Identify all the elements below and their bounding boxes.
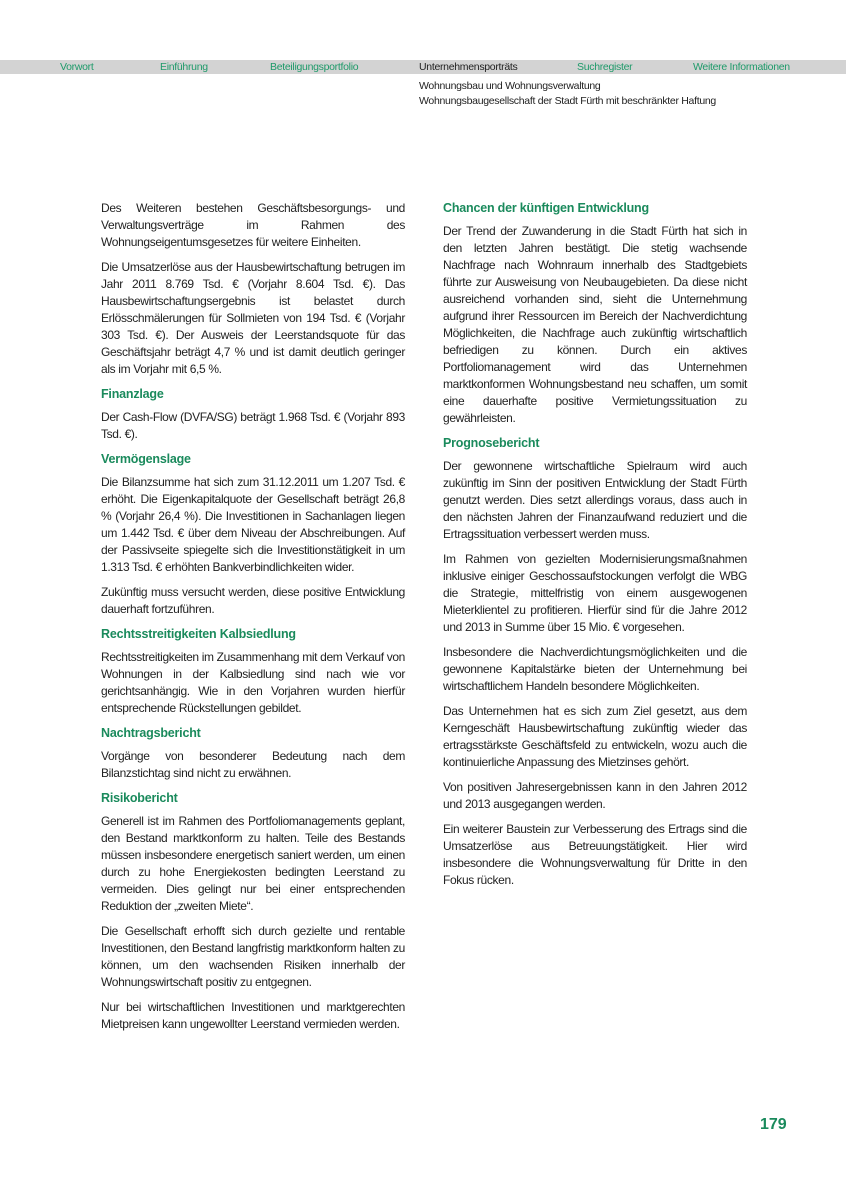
paragraph: Von positiven Jahresergebnissen kann in den Jahren 2012 und 2013 ausgegangen werden.	[443, 780, 747, 811]
nav-einfuehrung[interactable]: Einführung	[160, 61, 208, 73]
left-column	[101, 200, 405, 1041]
paragraph: Im Rahmen von gezielten Modernisierungsmaßnahmen inklusive einiger Geschossaufstockungen verfolgt die WBG die Strategie, mittelfristig von einem ausgewogenen Mieterklientel zu profitieren. Hierfür sind für die Jahre 2012 und 2013 in Summe über 15 Mio. € vorgesehen.	[443, 552, 747, 634]
page-number: 179	[760, 1116, 787, 1133]
heading-vermoegenslage: Vermögenslage	[101, 452, 191, 466]
paragraph: Die Umsatzerlöse aus der Hausbewirtschaftung betrugen im Jahr 2011 8.769 Tsd. € (Vorjahr 8.604 Tsd. €). Das Hausbewirtschaftungsergebnis ist belastet durch Erlösschmälerungen für Sollmieten von 194 Tsd. € (Vorjahr 303 Tsd. €). Der Ausweis der Leerstandsquote für das Geschäftsjahr beträgt 4,7 % und ist damit deutlich geringer als im Vorjahr mit 6,5 %.	[101, 260, 405, 376]
heading-chancen: Chancen der künftigen Entwicklung	[443, 201, 649, 215]
paragraph: Der Cash-Flow (DVFA/SG) beträgt 1.968 Tsd. € (Vorjahr 893 Tsd. €).	[101, 410, 405, 441]
nav-vorwort[interactable]: Vorwort	[60, 61, 94, 73]
heading-rechtsstreitigkeiten: Rechtsstreitigkeiten Kalbsiedlung	[101, 627, 296, 641]
category-label: Wohnungsbau und Wohnungsverwaltung	[419, 80, 601, 92]
paragraph: Zukünftig muss versucht werden, diese positive Entwicklung dauerhaft fortzuführen.	[101, 585, 405, 616]
nav-unternehmensportraets[interactable]: Unternehmensporträts	[419, 61, 518, 73]
heading-risikobericht: Risikobericht	[101, 791, 178, 805]
paragraph: Das Unternehmen hat es sich zum Ziel gesetzt, aus dem Kerngeschäft Hausbewirtschaftung zukünftig wieder das ertragsstärkste Geschäftsfeld zu entwickeln, wozu auch die kontinuierliche Anpassung des Mietzinses gehört.	[443, 704, 747, 769]
paragraph: Generell ist im Rahmen des Portfoliomanagements geplant, den Bestand marktkonform zu halten. Teile des Bestands müssen insbesondere energetisch saniert werden, um einen durch zu hohe Energiekosten bedingten Leerstand zu vermeiden. Dies gelingt nur bei einer entsprechenden Reduktion der „zweiten Miete“.	[101, 814, 405, 913]
paragraph: Der gewonnene wirtschaftliche Spielraum wird auch zukünftig im Sinn der positiven Entwicklung der Stadt Fürth genutzt werden. Dies setzt allerdings voraus, dass auch in den nächsten Jahren der Finanzaufwand reduziert und die Ertragssituation verbessert werden muss.	[443, 459, 747, 541]
paragraph: Die Gesellschaft erhofft sich durch gezielte und rentable Investitionen, den Bestand langfristig marktkonform halten zu können, um den wachsenden Risiken innerhalb der Wohnungswirtschaft positiv zu entgegnen.	[101, 924, 405, 989]
heading-prognosebericht: Prognosebericht	[443, 436, 540, 450]
paragraph: Insbesondere die Nachverdichtungsmöglichkeiten und die gewonnene Kapitalstärke bieten der Unternehmung bei wirtschaftlichem Handeln besondere Möglichkeiten.	[443, 645, 747, 693]
paragraph: Der Trend der Zuwanderung in die Stadt Fürth hat sich in den letzten Jahren bestätigt. Die stetig wachsende Nachfrage nach Wohnraum innerhalb des Stadtgebiets führte zur Ausweisung von Neubaugebieten. Da diese nicht ausreichend vorhanden sind, sieht die Unternehmung aufgrund ihrer Ressourcen im Bereich der Nachverdichtung Möglichkeiten, die Nachfrage auch zukünftig wirtschaftlich befriedigen zu können. Durch ein aktives Portfoliomanagement wird das Unternehmen marktkonformen Wohnungsbestand neu schaffen, um somit eine dauerhafte positive Vermietungssituation zu gewährleisten.	[443, 224, 747, 425]
nav-beteiligungsportfolio[interactable]: Beteiligungsportfolio	[270, 61, 359, 73]
right-column	[443, 200, 747, 897]
nav-suchregister[interactable]: Suchregister	[577, 61, 633, 73]
company-name: Wohnungsbaugesellschaft der Stadt Fürth mit beschränkter Haftung	[419, 95, 716, 107]
top-navigation	[0, 60, 846, 74]
paragraph: Des Weiteren bestehen Geschäftsbesorgungs- und Verwaltungsverträge im Rahmen des Wohnungseigentumsgesetzes für weitere Einheiten.	[101, 201, 405, 249]
nav-weitere-informationen[interactable]: Weitere Informationen	[693, 61, 790, 73]
paragraph: Nur bei wirtschaftlichen Investitionen und marktgerechten Mietpreisen kann ungewollter Leerstand vermieden werden.	[101, 1000, 405, 1031]
paragraph: Rechtsstreitigkeiten im Zusammenhang mit dem Verkauf von Wohnungen in der Kalbsiedlung sind nach wie vor gerichtsanhängig. Wie in den Vorjahren wurden hierfür entsprechende Rückstellungen gebildet.	[101, 650, 405, 715]
heading-nachtragsbericht: Nachtragsbericht	[101, 726, 201, 740]
paragraph: Die Bilanzsumme hat sich zum 31.12.2011 um 1.207 Tsd. € erhöht. Die Eigenkapitalquote der Gesellschaft beträgt 26,8 % (Vorjahr 26,4 %). Die Investitionen in Sachanlagen liegen um 1.442 Tsd. € über dem Niveau der Abschreibungen. Auf der Passivseite spiegelte sich die Investitionstätigkeit in um 1.313 Tsd. € erhöhten Bankverbindlichkeiten wider.	[101, 475, 405, 574]
paragraph: Vorgänge von besonderer Bedeutung nach dem Bilanzstichtag sind nicht zu erwähnen.	[101, 749, 405, 780]
paragraph: Ein weiterer Baustein zur Verbesserung des Ertrags sind die Umsatzerlöse aus Betreuungstätigkeit. Hier wird insbesondere die Wohnungsverwaltung für Dritte in den Fokus rücken.	[443, 822, 747, 887]
heading-finanzlage: Finanzlage	[101, 387, 164, 401]
